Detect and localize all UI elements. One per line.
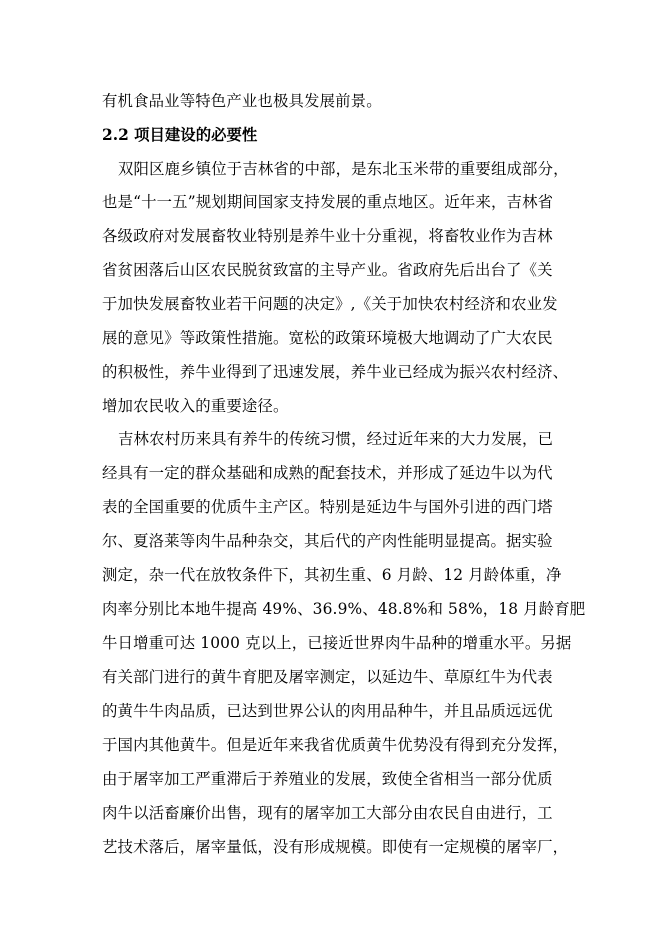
paragraph2-line: 有关部门进行的黄牛育肥及屠宰测定，以延边牛、草原红牛为代表 <box>102 668 553 686</box>
paragraph1-line: 展的意见》等政策性措施。宽松的政策环境极大地调动了广大农民 <box>102 329 553 347</box>
paragraph1-line: 双阳区鹿乡镇位于吉林省的中部，是东北玉米带的重要组成部分， <box>118 160 569 178</box>
paragraph2-line: 吉林农村历来具有养牛的传统习惯，经过近年来的大力发展，已 <box>118 430 554 448</box>
paragraph2-line: 由于屠宰加工严重滞后于养殖业的发展，致使全省相当一部分优质 <box>102 770 553 788</box>
paragraph1-line: 于加快发展畜牧业若干问题的决定》,《关于加快农村经济和农业发 <box>102 295 558 313</box>
paragraph2-line: 表的全国重要的优质牛主产区。特别是延边牛与国外引进的西门塔 <box>102 498 553 516</box>
paragraph1-line: 增加农民收入的重要途径。 <box>102 397 289 415</box>
paragraph2-line: 于国内其他黄牛。但是近年来我省优质黄牛优势没有得到充分发挥， <box>102 736 569 754</box>
paragraph1-line: 省贫困落后山区农民脱贫致富的主导产业。省政府先后出台了《关 <box>102 261 553 279</box>
paragraph2-line: 的黄牛牛肉品质，已达到世界公认的肉用品种牛，并且品质远远优 <box>102 702 553 720</box>
paragraph2-line: 牛日增重可达 1000 克以上，已接近世界肉牛品种的增重水平。另据 <box>102 634 572 652</box>
paragraph1-line: 的积极性，养牛业得到了迅速发展，养牛业已经成为振兴农村经济、 <box>102 363 569 381</box>
paragraph2-line: 经具有一定的群众基础和成熟的配套技术，并形成了延边牛以为代 <box>102 464 553 482</box>
paragraph2-line: 测定，杂一代在放牧条件下，其初生重、6 月龄、12 月龄体重，净 <box>102 566 562 584</box>
paragraph2-line: 肉率分别比本地牛提高 49%、36.9%、48.8%和 58%，18 月龄育肥 <box>102 600 586 618</box>
paragraph2-line: 肉牛以活畜廉价出售，现有的屠宰加工大部分由农民自由进行，工 <box>102 804 553 822</box>
paragraph2-line: 尔、夏洛莱等肉牛品种杂交，其后代的产肉性能明显提高。据实验 <box>102 532 553 550</box>
paragraph1-line: 各级政府对发展畜牧业特别是养牛业十分重视，将畜牧业作为吉林 <box>102 227 553 245</box>
paragraph2-line: 艺技术落后，屠宰量低，没有形成规模。即使有一定规模的屠宰厂， <box>102 838 569 856</box>
section-heading: 2.2 项目建设的必要性 <box>102 126 258 144</box>
intro-line: 有机食品业等特色产业也极具发展前景。 <box>102 92 382 110</box>
paragraph1-line: 也是“十一五”规划期间国家支持发展的重点地区。近年来，吉林省 <box>102 193 554 211</box>
